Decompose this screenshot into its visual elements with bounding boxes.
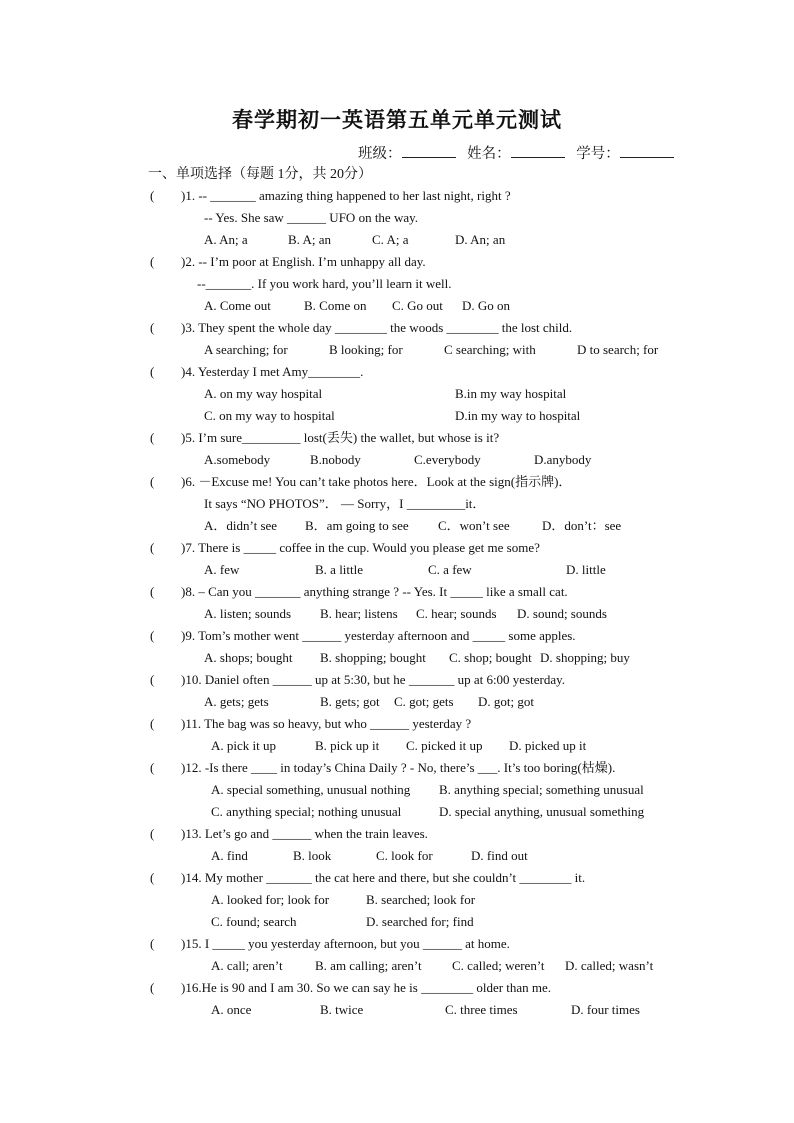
answer-paren[interactable] xyxy=(150,187,154,205)
option-b[interactable]: B. twice xyxy=(320,1002,364,1017)
option-d[interactable]: D to search; for xyxy=(577,342,659,357)
id-label: 学号： xyxy=(576,146,620,162)
question-stem: )8. – Can you _______ anything strange ? -- Yes. It _____ like a small cat. xyxy=(181,584,568,599)
option-d[interactable]: D. An; an xyxy=(455,232,506,247)
option-a[interactable]: A. call; aren’t xyxy=(211,958,283,973)
question-stem: )2. -- I’m poor at English. I’m unhappy all day. xyxy=(181,254,426,269)
paren-open: ( xyxy=(150,870,155,885)
option-a[interactable]: A. pick it up xyxy=(211,738,276,753)
question-stem: )14. My mother _______ the cat here and there, but she couldn’t ________ it. xyxy=(181,870,586,885)
option-a[interactable]: A. shops; bought xyxy=(204,650,293,665)
paren-open: ( xyxy=(150,716,155,731)
option-a[interactable]: A. once xyxy=(211,1002,252,1017)
option-b[interactable]: B. am calling; aren’t xyxy=(315,958,422,973)
paren-open: ( xyxy=(150,254,155,269)
option-b[interactable]: B. searched; look for xyxy=(366,892,476,907)
option-d[interactable]: D. picked up it xyxy=(509,738,587,753)
question-stem: )11. The bag was so heavy, but who ______ yesterday ? xyxy=(181,716,472,731)
question-stem: )7. There is _____ coffee in the cup. Would you please get me some? xyxy=(181,540,540,555)
paren-open: ( xyxy=(150,364,155,379)
student-info xyxy=(358,142,674,163)
answer-paren[interactable] xyxy=(150,979,154,997)
question-stem: )9. Tom’s mother went ______ yesterday afternoon and _____ some apples. xyxy=(181,628,576,643)
question-stem: )5. I’m sure_________ lost(丢失) the wallet, but whose is it? xyxy=(181,430,500,445)
option-c[interactable]: C. look for xyxy=(376,848,433,863)
paren-open: ( xyxy=(150,980,155,995)
option-a[interactable]: A. find xyxy=(211,848,248,863)
option-c[interactable]: C. A; a xyxy=(372,232,409,247)
answer-paren[interactable] xyxy=(150,759,154,777)
option-d[interactable]: D. special anything, unusual something xyxy=(439,804,645,819)
question-stem: )16.He is 90 and I am 30. So we can say he is ________ older than me. xyxy=(181,980,552,995)
option-d[interactable]: D. little xyxy=(566,562,606,577)
paren-open: ( xyxy=(150,540,155,555)
question-stem: )3. They spent the whole day ________ the woods ________ the lost child. xyxy=(181,320,573,335)
option-b[interactable]: B．am going to see xyxy=(305,518,409,533)
question-stem: )13. Let’s go and ______ when the train leaves. xyxy=(181,826,428,841)
option-c[interactable]: C. anything special; nothing unusual xyxy=(211,804,402,819)
option-a[interactable]: A.somebody xyxy=(204,452,271,467)
option-c[interactable]: C. on my way to hospital xyxy=(204,408,335,423)
option-b[interactable]: B. A; an xyxy=(288,232,331,247)
option-c[interactable]: C. hear; sounds xyxy=(416,606,497,621)
option-b[interactable]: B. pick up it xyxy=(315,738,380,753)
option-a[interactable]: A. looked for; look for xyxy=(211,892,330,907)
paren-open: ( xyxy=(150,430,155,445)
paren-open: ( xyxy=(150,474,155,489)
option-c[interactable]: C. found; search xyxy=(211,914,297,929)
option-d[interactable]: D.in my way to hospital xyxy=(455,408,581,423)
option-c[interactable]: C. picked it up xyxy=(406,738,483,753)
paren-open: ( xyxy=(150,936,155,951)
answer-paren[interactable] xyxy=(150,363,154,381)
paren-open: ( xyxy=(150,628,155,643)
answer-paren[interactable] xyxy=(150,825,154,843)
option-d[interactable]: D. Go on xyxy=(462,298,511,313)
question-stem: )1. -- _______ amazing thing happened to her last night, right ? xyxy=(181,188,511,203)
question-stem: )4. Yesterday I met Amy________. xyxy=(181,364,364,379)
option-a[interactable]: A searching; for xyxy=(204,342,288,357)
option-c[interactable]: C.everybody xyxy=(414,452,481,467)
option-b[interactable]: B. look xyxy=(293,848,332,863)
question-line: -- Yes. She saw ______ UFO on the way. xyxy=(204,210,419,225)
option-b[interactable]: B.in my way hospital xyxy=(455,386,567,401)
option-d[interactable]: D. searched for; find xyxy=(366,914,474,929)
option-a[interactable]: A. few xyxy=(204,562,240,577)
option-d[interactable]: D. got; got xyxy=(478,694,534,709)
option-c[interactable]: C. three times xyxy=(445,1002,518,1017)
paren-open: ( xyxy=(150,188,155,203)
option-a[interactable]: A．didn’t see xyxy=(204,518,278,533)
answer-paren[interactable] xyxy=(150,583,154,601)
answer-paren[interactable] xyxy=(150,627,154,645)
option-a[interactable]: A. An; a xyxy=(204,232,248,247)
option-c[interactable]: C. a few xyxy=(428,562,472,577)
answer-paren[interactable] xyxy=(150,253,154,271)
section-heading: 一、单项选择（每题 1分，共 20分） xyxy=(148,167,372,182)
option-d[interactable]: D. shopping; buy xyxy=(540,650,630,665)
option-a[interactable]: A. listen; sounds xyxy=(204,606,292,621)
paren-open: ( xyxy=(150,826,155,841)
option-c[interactable]: C. got; gets xyxy=(394,694,454,709)
option-a[interactable]: A. special something, unusual nothing xyxy=(211,782,411,797)
paren-open: ( xyxy=(150,320,155,335)
question-stem: )12. -Is there ____ in today’s China Daily ? - No, there’s ___. It’s too boring(枯燥). xyxy=(181,760,616,775)
answer-paren[interactable] xyxy=(150,539,154,557)
question-line: It says “NO PHOTOS”． — Sorry，I _________it． xyxy=(204,496,486,511)
option-d[interactable]: D. called; wasn’t xyxy=(565,958,654,973)
option-c[interactable]: C. shop; bought xyxy=(449,650,532,665)
answer-paren[interactable] xyxy=(150,715,154,733)
option-b[interactable]: B looking; for xyxy=(329,342,403,357)
paren-open: ( xyxy=(150,760,155,775)
option-d[interactable]: D.anybody xyxy=(534,452,592,467)
option-c[interactable]: C searching; with xyxy=(444,342,536,357)
option-d[interactable]: D．don’t：see xyxy=(542,518,622,533)
answer-paren[interactable] xyxy=(150,319,154,337)
option-c[interactable]: C. called; weren’t xyxy=(452,958,545,973)
question-stem: )10. Daniel often ______ up at 5:30, but he _______ up at 6:00 yesterday. xyxy=(181,672,566,687)
option-d[interactable]: D. find out xyxy=(471,848,528,863)
option-d[interactable]: D. sound; sounds xyxy=(517,606,607,621)
answer-paren[interactable] xyxy=(150,473,154,491)
answer-paren[interactable] xyxy=(150,671,154,689)
option-b[interactable]: B. anything special; something unusual xyxy=(439,782,644,797)
option-c[interactable]: C. Go out xyxy=(392,298,443,313)
page-title: 春学期初一英语第五单元单元测试 xyxy=(232,108,562,132)
question-stem: )6. －Excuse me! You can’t take photos here．Look at the sign(指示牌)． xyxy=(181,474,572,489)
answer-paren[interactable] xyxy=(150,869,154,887)
question-line: --_______. If you work hard, you’ll learn it well. xyxy=(197,276,452,291)
id-blank[interactable] xyxy=(620,145,674,158)
paren-open: ( xyxy=(150,584,155,599)
option-b[interactable]: B.nobody xyxy=(310,452,361,467)
option-b[interactable]: B. shopping; bought xyxy=(320,650,426,665)
option-b[interactable]: B. hear; listens xyxy=(320,606,398,621)
class-label: 班级： xyxy=(358,146,402,162)
option-a[interactable]: A. gets; gets xyxy=(204,694,269,709)
name-label: 姓名： xyxy=(467,146,511,162)
answer-paren[interactable] xyxy=(150,429,154,447)
answer-paren[interactable] xyxy=(150,935,154,953)
class-blank[interactable] xyxy=(402,145,456,158)
option-a[interactable]: A. Come out xyxy=(204,298,271,313)
option-a[interactable]: A. on my way hospital xyxy=(204,386,323,401)
option-b[interactable]: B. a little xyxy=(315,562,364,577)
option-b[interactable]: B. Come on xyxy=(304,298,367,313)
option-d[interactable]: D. four times xyxy=(571,1002,640,1017)
name-blank[interactable] xyxy=(511,145,565,158)
option-b[interactable]: B. gets; got xyxy=(320,694,380,709)
option-c[interactable]: C．won’t see xyxy=(438,518,510,533)
question-stem: )15. I _____ you yesterday afternoon, but you ______ at home. xyxy=(181,936,510,951)
paren-open: ( xyxy=(150,672,155,687)
